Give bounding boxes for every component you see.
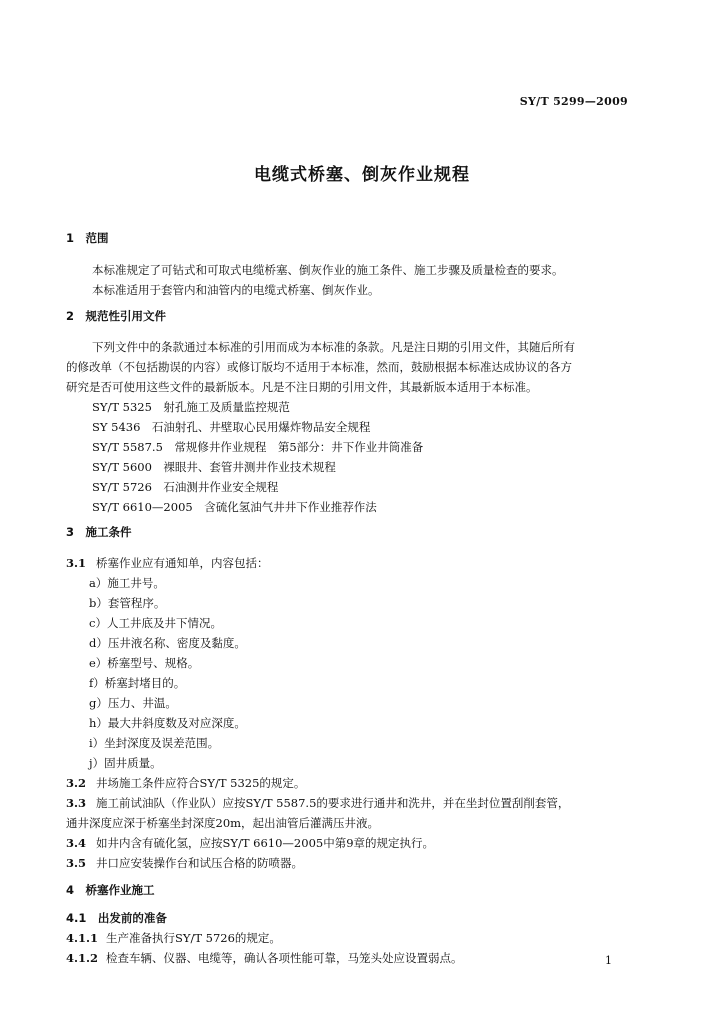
clause-text: 检查车辆、仪器、电缆等，确认各项性能可靠，马笼头处应设置弱点。: [106, 951, 463, 965]
clause-4-1-2: [66, 950, 463, 966]
clause-3-3: [66, 795, 569, 811]
clause-text: 桥塞作业应有通知单，内容包括：: [96, 556, 269, 570]
reference-item: SY 5436 石油射孔、井壁取心民用爆炸物品安全规程: [92, 420, 371, 434]
clause-number: 3.1: [66, 556, 87, 570]
clause-text: 如井内含有硫化氢，应按SY/T 6610—2005中第9章的规定执行。: [96, 836, 435, 850]
clause-4-1-1: [66, 930, 281, 946]
reference-item: SY/T 5587.5 常规修井作业规程 第5部分：井下作业井筒准备: [92, 440, 424, 454]
reference-item: SY/T 5325 射孔施工及质量监控规范: [92, 400, 290, 414]
clause-number: 3.4: [66, 836, 87, 850]
list-item: f）桥塞封堵目的。: [89, 676, 186, 690]
section-2-intro-line-2: 的修改单（不包括勘误的内容）或修订版均不适用于本标准，然而，鼓励根据本标准达成协议的各方: [66, 360, 572, 374]
list-item: g）压力、井温。: [89, 696, 177, 710]
page-number: 1: [605, 954, 612, 967]
clause-text: 井口应安装操作台和试压合格的防喷器。: [96, 856, 303, 870]
reference-item: SY/T 5726 石油测井作业安全规程: [92, 480, 279, 494]
clause-number: 3.2: [66, 776, 87, 790]
clause-text: 井场施工条件应符合SY/T 5325的规定。: [96, 776, 306, 790]
list-item: e）桥塞型号、规格。: [89, 656, 200, 670]
document-title: 电缆式桥塞、倒灰作业规程: [254, 165, 470, 185]
clause-text: 生产准备执行SY/T 5726的规定。: [106, 931, 281, 945]
clause-number: 4.1.2: [66, 951, 99, 965]
list-item: j）固井质量。: [89, 756, 162, 770]
list-item: c）人工井底及井下情况。: [89, 616, 222, 630]
clause-3-1: [66, 555, 269, 571]
clause-number: 4.1.1: [66, 931, 99, 945]
clause-text: 施工前试油队（作业队）应按SY/T 5587.5的要求进行通井和洗井，并在坐封位置刮削套管，: [96, 796, 570, 810]
section-2-intro-line-3: 研究是否可使用这些文件的最新版本。凡是不注日期的引用文件，其最新版本适用于本标准。: [66, 380, 538, 394]
clause-3-3-continuation: 通井深度应深于桥塞坐封深度20m，起出油管后灌满压井液。: [66, 816, 380, 830]
list-item: d）压井液名称、密度及黏度。: [89, 636, 246, 650]
reference-item: SY/T 5600 裸眼井、套管井测井作业技术规程: [92, 460, 336, 474]
section-3-heading: 3 施工条件: [66, 525, 132, 539]
list-item: b）套管程序。: [89, 596, 166, 610]
list-item: i）坐封深度及误差范围。: [89, 736, 220, 750]
section-1-heading: 1 范围: [66, 231, 109, 245]
list-item: a）施工井号。: [89, 576, 165, 590]
section-4-heading: 4 桥塞作业施工: [66, 883, 155, 897]
section-1-paragraph-1: 本标准规定了可钻式和可取式电缆桥塞、倒灰作业的施工条件、施工步骤及质量检查的要求。: [92, 263, 564, 277]
list-item: h）最大井斜度数及对应深度。: [89, 716, 246, 730]
section-2-intro-line-1: 下列文件中的条款通过本标准的引用而成为本标准的条款。凡是注日期的引用文件，其随后所有: [92, 340, 575, 354]
clause-4-1-heading: 4.1 出发前的准备: [66, 911, 167, 925]
clause-3-5: [66, 855, 303, 871]
clause-3-4: [66, 835, 434, 851]
clause-number: 3.5: [66, 856, 87, 870]
reference-item: SY/T 6610—2005 含硫化氢油气井井下作业推荐作法: [92, 500, 377, 514]
clause-3-2: [66, 775, 305, 791]
clause-number: 3.3: [66, 796, 87, 810]
section-1-paragraph-2: 本标准适用于套管内和油管内的电缆式桥塞、倒灰作业。: [92, 283, 380, 297]
section-2-heading: 2 规范性引用文件: [66, 309, 167, 323]
standard-number: SY/T 5299—2009: [519, 95, 628, 108]
